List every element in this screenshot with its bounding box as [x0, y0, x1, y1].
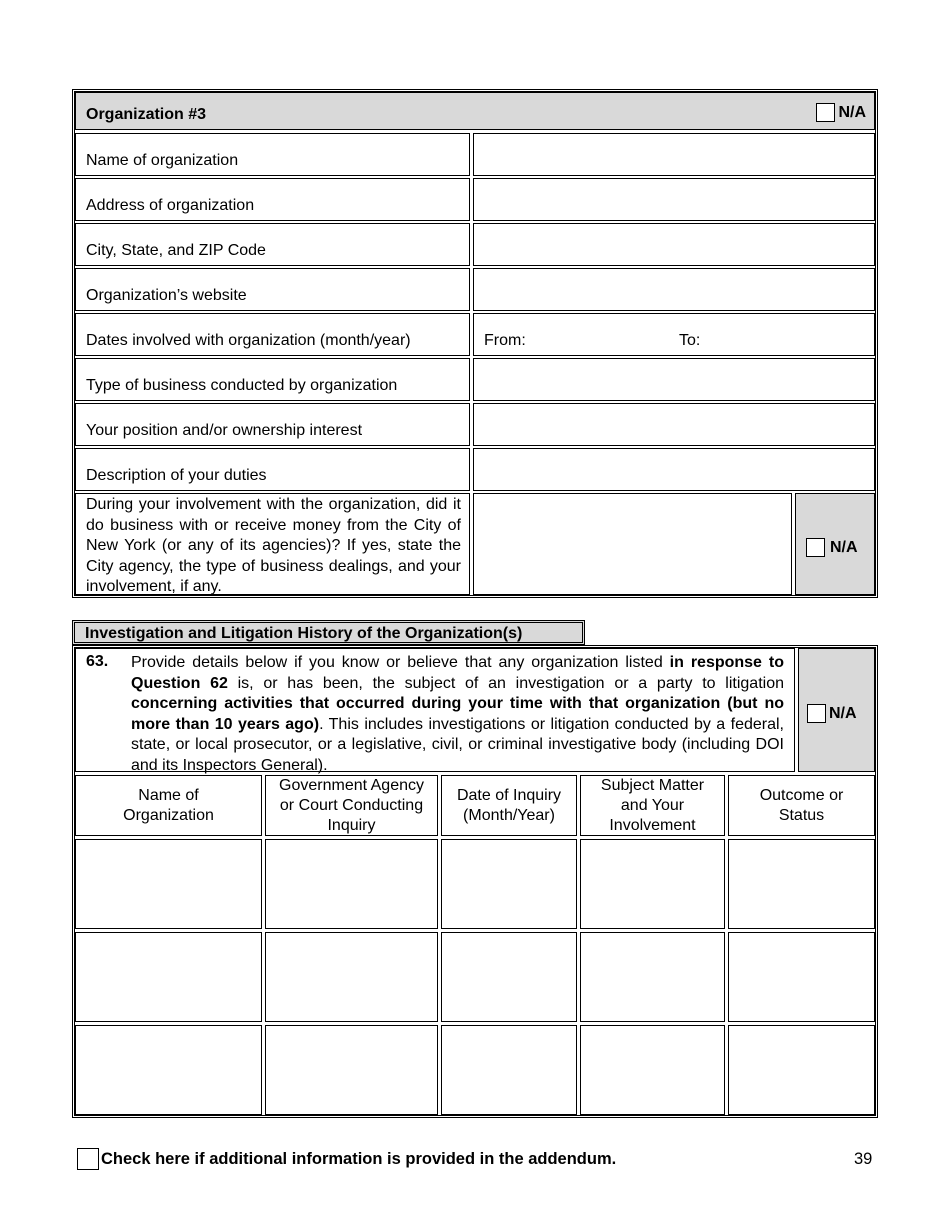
org-duties-field[interactable]	[473, 448, 875, 491]
investigation-row-1-outcome[interactable]	[728, 839, 875, 929]
org-city-label: City, State, and ZIP Code	[86, 242, 266, 259]
investigation-row-3-outcome[interactable]	[728, 1025, 875, 1115]
investigation-section-title-box	[72, 620, 585, 645]
org-row-city-label-cell	[75, 223, 470, 266]
org-name-field[interactable]	[473, 133, 875, 176]
investigation-row-3-agency[interactable]	[265, 1025, 438, 1115]
org-website-label: Organization’s website	[86, 287, 247, 304]
org-header	[75, 92, 875, 130]
org-city-na-label: N/A	[830, 538, 858, 556]
org-business-label: Type of business conducted by organization	[86, 377, 398, 394]
investigation-section	[72, 645, 878, 1118]
investigation-row-1-subject[interactable]	[580, 839, 725, 929]
investigation-section-title: Investigation and Litigation History of the Organization(s)	[85, 625, 523, 642]
org-city-na-cell	[795, 493, 875, 595]
column-header-outcome-or-status: Outcome or Status	[728, 775, 875, 836]
org-na-checkbox[interactable]	[816, 103, 835, 122]
question-63-na-cell	[798, 648, 875, 772]
investigation-row-1-name[interactable]	[75, 839, 262, 929]
addendum-checkbox[interactable]	[77, 1148, 99, 1170]
org-city-answer-field[interactable]	[473, 493, 792, 595]
organization-3-section	[72, 89, 878, 598]
investigation-row-2-agency[interactable]	[265, 932, 438, 1022]
org-dates-field[interactable]	[473, 313, 875, 356]
org-duties-label: Description of your duties	[86, 467, 267, 484]
question-63-na-checkbox[interactable]	[807, 704, 826, 723]
investigation-row-2-name[interactable]	[75, 932, 262, 1022]
org-dates-from-label: From:	[484, 332, 526, 349]
org-row-website-label-cell	[75, 268, 470, 311]
org-city-question-cell	[75, 493, 470, 595]
org-address-field[interactable]	[473, 178, 875, 221]
question-63-na-label: N/A	[829, 704, 857, 722]
org-city-field[interactable]	[473, 223, 875, 266]
investigation-row-3-date[interactable]	[441, 1025, 577, 1115]
org-row-duties-label-cell	[75, 448, 470, 491]
org-name-label: Name of organization	[86, 152, 239, 169]
org-address-label: Address of organization	[86, 197, 255, 214]
question-63-cell	[75, 648, 795, 772]
investigation-row-2-date[interactable]	[441, 932, 577, 1022]
investigation-row-1-agency[interactable]	[265, 839, 438, 929]
org-city-na-checkbox[interactable]	[806, 538, 825, 557]
org-row-business-label-cell	[75, 358, 470, 401]
investigation-row-2-subject[interactable]	[580, 932, 725, 1022]
org-position-field[interactable]	[473, 403, 875, 446]
org-row-address-label-cell	[75, 178, 470, 221]
org-dates-to-label: To:	[679, 332, 701, 349]
org-dates-label: Dates involved with organization (month/year)	[86, 332, 411, 349]
investigation-row-3-subject[interactable]	[580, 1025, 725, 1115]
org-row-position-label-cell	[75, 403, 470, 446]
addendum-label: Check here if additional information is provided in the addendum.	[101, 1149, 617, 1168]
org-position-label: Your position and/or ownership interest	[86, 422, 363, 439]
column-header-government-agency: Government Agency or Court Conducting Inquiry	[265, 775, 438, 836]
question-63-number: 63.	[86, 653, 109, 670]
question-63-text: Provide details below if you know or believe that any organization listed in response to Question 62 is, or has been, the subject of an investigation or a party to litigation concerning activities that occurred during your time with that organization (but no more than 10 years ago). This includes investigations or litigation conducted by a federal, state, or local prosecutor, or a legislative, civil, or criminal investigative body (including DOI and its Inspectors General).	[131, 654, 785, 774]
org-website-field[interactable]	[473, 268, 875, 311]
org-city-question: During your involvement with the organization, did it do business with or receive money from the City of New York (or any of its agencies)? If yes, state the City agency, the type of business dealings, and your involvement, if any.	[86, 496, 461, 595]
page-number: 39	[854, 1150, 873, 1168]
addendum-row	[77, 1148, 616, 1170]
org-title: Organization #3	[86, 106, 207, 123]
org-na-label: N/A	[838, 103, 866, 121]
investigation-row-2-outcome[interactable]	[728, 932, 875, 1022]
column-header-name-of-organization: Name of Organization	[75, 775, 262, 836]
investigation-row-1-date[interactable]	[441, 839, 577, 929]
org-row-dates-label-cell	[75, 313, 470, 356]
org-row-name-label-cell	[75, 133, 470, 176]
column-header-subject-matter: Subject Matter and Your Involvement	[580, 775, 725, 836]
column-header-date-of-inquiry: Date of Inquiry (Month/Year)	[441, 775, 577, 836]
investigation-row-3-name[interactable]	[75, 1025, 262, 1115]
org-business-field[interactable]	[473, 358, 875, 401]
